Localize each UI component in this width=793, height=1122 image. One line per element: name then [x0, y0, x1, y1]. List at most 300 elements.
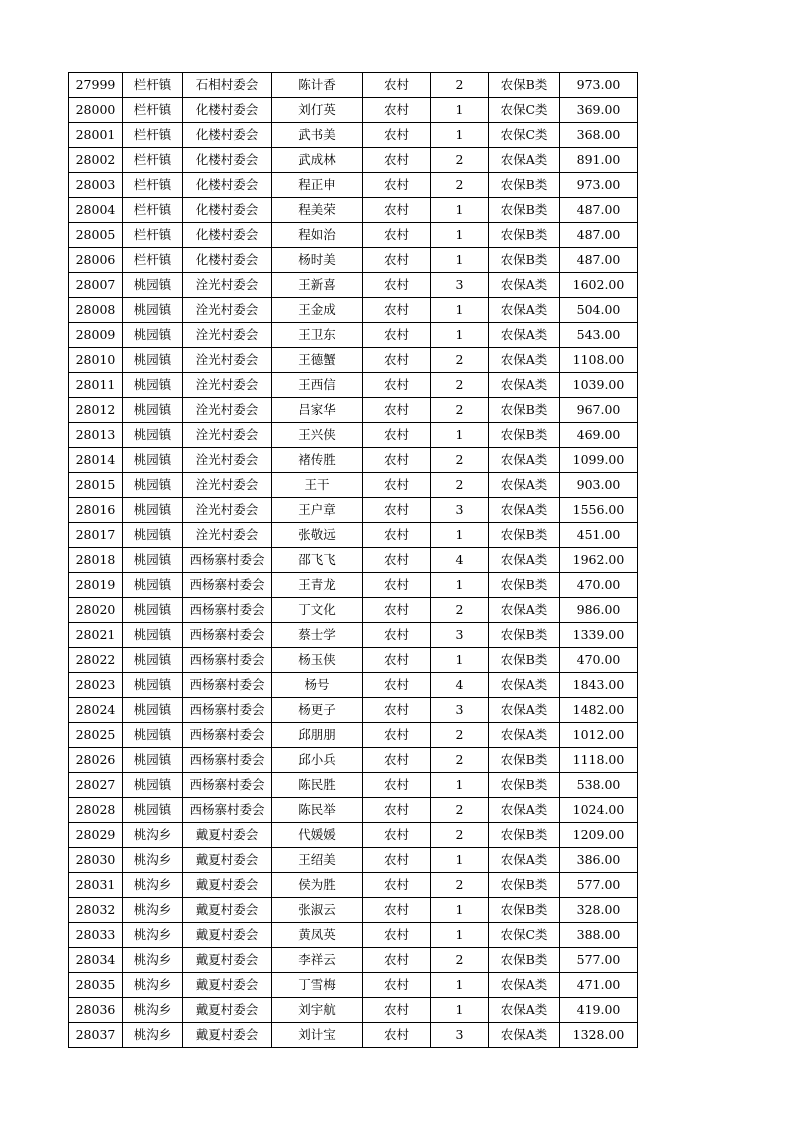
- row-id-cell: 28025: [69, 723, 123, 748]
- town-cell: 桃沟乡: [123, 923, 183, 948]
- village-cell: 洤光村委会: [183, 298, 272, 323]
- village-cell: 化楼村委会: [183, 173, 272, 198]
- table-row: [69, 948, 638, 973]
- village-cell: 西杨寨村委会: [183, 773, 272, 798]
- name-cell: 刘宇航: [272, 998, 363, 1023]
- amount-cell: 487.00: [560, 198, 638, 223]
- name-cell: 杨时美: [272, 248, 363, 273]
- town-cell: 栏杆镇: [123, 198, 183, 223]
- name-cell: 杨更子: [272, 698, 363, 723]
- household-size-cell: 1: [431, 923, 489, 948]
- insurance-category-cell: 农保A类: [489, 273, 560, 298]
- town-cell: 桃园镇: [123, 548, 183, 573]
- amount-cell: 328.00: [560, 898, 638, 923]
- household-size-cell: 1: [431, 523, 489, 548]
- amount-cell: 388.00: [560, 923, 638, 948]
- name-cell: 王青龙: [272, 573, 363, 598]
- town-cell: 桃园镇: [123, 798, 183, 823]
- name-cell: 邵飞飞: [272, 548, 363, 573]
- household-size-cell: 1: [431, 248, 489, 273]
- name-cell: 丁文化: [272, 598, 363, 623]
- row-id-cell: 28020: [69, 598, 123, 623]
- name-cell: 王户章: [272, 498, 363, 523]
- amount-cell: 1209.00: [560, 823, 638, 848]
- town-cell: 栏杆镇: [123, 248, 183, 273]
- insurance-category-cell: 农保A类: [489, 698, 560, 723]
- table-row: [69, 73, 638, 98]
- town-cell: 栏杆镇: [123, 148, 183, 173]
- amount-cell: 469.00: [560, 423, 638, 448]
- table-row: [69, 798, 638, 823]
- amount-cell: 973.00: [560, 173, 638, 198]
- household-size-cell: 2: [431, 348, 489, 373]
- insurance-category-cell: 农保B类: [489, 398, 560, 423]
- village-cell: 戴夏村委会: [183, 973, 272, 998]
- village-cell: 戴夏村委会: [183, 948, 272, 973]
- row-id-cell: 28030: [69, 848, 123, 873]
- table-row: [69, 298, 638, 323]
- village-cell: 化楼村委会: [183, 248, 272, 273]
- insurance-category-cell: 农保A类: [489, 548, 560, 573]
- amount-cell: 1108.00: [560, 348, 638, 373]
- row-id-cell: 28008: [69, 298, 123, 323]
- row-id-cell: 28003: [69, 173, 123, 198]
- name-cell: 李祥云: [272, 948, 363, 973]
- household-size-cell: 1: [431, 773, 489, 798]
- table-row: [69, 423, 638, 448]
- village-cell: 戴夏村委会: [183, 998, 272, 1023]
- table-row: [69, 898, 638, 923]
- row-id-cell: 28004: [69, 198, 123, 223]
- village-cell: 化楼村委会: [183, 198, 272, 223]
- household-size-cell: 2: [431, 73, 489, 98]
- amount-cell: 1556.00: [560, 498, 638, 523]
- town-cell: 桃沟乡: [123, 948, 183, 973]
- residence-type-cell: 农村: [363, 123, 431, 148]
- village-cell: 西杨寨村委会: [183, 698, 272, 723]
- household-size-cell: 4: [431, 548, 489, 573]
- town-cell: 桃沟乡: [123, 873, 183, 898]
- table-row: [69, 823, 638, 848]
- table-row: [69, 998, 638, 1023]
- village-cell: 戴夏村委会: [183, 873, 272, 898]
- name-cell: 王绍美: [272, 848, 363, 873]
- town-cell: 桃园镇: [123, 423, 183, 448]
- insurance-category-cell: 农保A类: [489, 848, 560, 873]
- village-cell: 洤光村委会: [183, 473, 272, 498]
- village-cell: 西杨寨村委会: [183, 623, 272, 648]
- town-cell: 桃园镇: [123, 673, 183, 698]
- insurance-category-cell: 农保B类: [489, 523, 560, 548]
- table-row: [69, 373, 638, 398]
- village-cell: 西杨寨村委会: [183, 573, 272, 598]
- residence-type-cell: 农村: [363, 373, 431, 398]
- row-id-cell: 28031: [69, 873, 123, 898]
- amount-cell: 1962.00: [560, 548, 638, 573]
- household-size-cell: 3: [431, 698, 489, 723]
- residence-type-cell: 农村: [363, 448, 431, 473]
- row-id-cell: 28015: [69, 473, 123, 498]
- name-cell: 王卫东: [272, 323, 363, 348]
- town-cell: 桃沟乡: [123, 898, 183, 923]
- household-size-cell: 3: [431, 273, 489, 298]
- row-id-cell: 28016: [69, 498, 123, 523]
- name-cell: 程美荣: [272, 198, 363, 223]
- residence-type-cell: 农村: [363, 248, 431, 273]
- residence-type-cell: 农村: [363, 623, 431, 648]
- residence-type-cell: 农村: [363, 773, 431, 798]
- town-cell: 桃园镇: [123, 523, 183, 548]
- residence-type-cell: 农村: [363, 198, 431, 223]
- row-id-cell: 28029: [69, 823, 123, 848]
- town-cell: 栏杆镇: [123, 98, 183, 123]
- name-cell: 张淑云: [272, 898, 363, 923]
- residence-type-cell: 农村: [363, 948, 431, 973]
- name-cell: 陈计香: [272, 73, 363, 98]
- town-cell: 桃园镇: [123, 648, 183, 673]
- record-table: [68, 72, 638, 1048]
- row-id-cell: 28036: [69, 998, 123, 1023]
- village-cell: 洤光村委会: [183, 273, 272, 298]
- table-row: [69, 973, 638, 998]
- amount-cell: 891.00: [560, 148, 638, 173]
- village-cell: 化楼村委会: [183, 98, 272, 123]
- table-row: [69, 673, 638, 698]
- insurance-category-cell: 农保A类: [489, 448, 560, 473]
- amount-cell: 1099.00: [560, 448, 638, 473]
- table-row: [69, 773, 638, 798]
- row-id-cell: 28024: [69, 698, 123, 723]
- amount-cell: 538.00: [560, 773, 638, 798]
- village-cell: 西杨寨村委会: [183, 648, 272, 673]
- name-cell: 刘计宝: [272, 1023, 363, 1048]
- household-size-cell: 2: [431, 948, 489, 973]
- village-cell: 戴夏村委会: [183, 1023, 272, 1048]
- row-id-cell: 28006: [69, 248, 123, 273]
- table-row: [69, 748, 638, 773]
- table-row: [69, 723, 638, 748]
- row-id-cell: 28010: [69, 348, 123, 373]
- household-size-cell: 1: [431, 323, 489, 348]
- town-cell: 桃沟乡: [123, 973, 183, 998]
- town-cell: 桃园镇: [123, 498, 183, 523]
- table-row: [69, 648, 638, 673]
- residence-type-cell: 农村: [363, 873, 431, 898]
- village-cell: 西杨寨村委会: [183, 673, 272, 698]
- row-id-cell: 28001: [69, 123, 123, 148]
- town-cell: 桃沟乡: [123, 848, 183, 873]
- village-cell: 西杨寨村委会: [183, 748, 272, 773]
- town-cell: 桃园镇: [123, 473, 183, 498]
- town-cell: 桃园镇: [123, 573, 183, 598]
- household-size-cell: 3: [431, 498, 489, 523]
- village-cell: 洤光村委会: [183, 373, 272, 398]
- name-cell: 王干: [272, 473, 363, 498]
- residence-type-cell: 农村: [363, 98, 431, 123]
- town-cell: 桃园镇: [123, 448, 183, 473]
- row-id-cell: 28018: [69, 548, 123, 573]
- residence-type-cell: 农村: [363, 223, 431, 248]
- row-id-cell: 28005: [69, 223, 123, 248]
- amount-cell: 543.00: [560, 323, 638, 348]
- table-row: [69, 523, 638, 548]
- row-id-cell: 28033: [69, 923, 123, 948]
- village-cell: 洤光村委会: [183, 398, 272, 423]
- row-id-cell: 28022: [69, 648, 123, 673]
- table-row: [69, 573, 638, 598]
- residence-type-cell: 农村: [363, 348, 431, 373]
- name-cell: 程正申: [272, 173, 363, 198]
- amount-cell: 487.00: [560, 248, 638, 273]
- insurance-category-cell: 农保B类: [489, 773, 560, 798]
- row-id-cell: 28021: [69, 623, 123, 648]
- village-cell: 洤光村委会: [183, 348, 272, 373]
- residence-type-cell: 农村: [363, 273, 431, 298]
- insurance-category-cell: 农保C类: [489, 98, 560, 123]
- table-row: [69, 848, 638, 873]
- village-cell: 戴夏村委会: [183, 848, 272, 873]
- name-cell: 武成林: [272, 148, 363, 173]
- town-cell: 桃园镇: [123, 273, 183, 298]
- table-row: [69, 1023, 638, 1048]
- insurance-category-cell: 农保A类: [489, 673, 560, 698]
- name-cell: 陈民举: [272, 798, 363, 823]
- household-size-cell: 1: [431, 98, 489, 123]
- residence-type-cell: 农村: [363, 798, 431, 823]
- name-cell: 褚传胜: [272, 448, 363, 473]
- town-cell: 桃沟乡: [123, 823, 183, 848]
- household-size-cell: 2: [431, 723, 489, 748]
- town-cell: 桃园镇: [123, 598, 183, 623]
- amount-cell: 1843.00: [560, 673, 638, 698]
- town-cell: 桃沟乡: [123, 998, 183, 1023]
- amount-cell: 1339.00: [560, 623, 638, 648]
- name-cell: 杨号: [272, 673, 363, 698]
- amount-cell: 451.00: [560, 523, 638, 548]
- household-size-cell: 1: [431, 298, 489, 323]
- name-cell: 黄凤英: [272, 923, 363, 948]
- amount-cell: 368.00: [560, 123, 638, 148]
- insurance-category-cell: 农保A类: [489, 598, 560, 623]
- amount-cell: 487.00: [560, 223, 638, 248]
- name-cell: 王德蟹: [272, 348, 363, 373]
- table-row: [69, 148, 638, 173]
- town-cell: 栏杆镇: [123, 73, 183, 98]
- household-size-cell: 1: [431, 998, 489, 1023]
- table-row: [69, 248, 638, 273]
- amount-cell: 386.00: [560, 848, 638, 873]
- name-cell: 蔡士学: [272, 623, 363, 648]
- town-cell: 桃园镇: [123, 748, 183, 773]
- amount-cell: 1039.00: [560, 373, 638, 398]
- name-cell: 王新喜: [272, 273, 363, 298]
- household-size-cell: 4: [431, 673, 489, 698]
- amount-cell: 903.00: [560, 473, 638, 498]
- residence-type-cell: 农村: [363, 398, 431, 423]
- row-id-cell: 28026: [69, 748, 123, 773]
- insurance-category-cell: 农保A类: [489, 798, 560, 823]
- row-id-cell: 28014: [69, 448, 123, 473]
- table-row: [69, 548, 638, 573]
- table-row: [69, 323, 638, 348]
- table-row: [69, 223, 638, 248]
- row-id-cell: 28037: [69, 1023, 123, 1048]
- residence-type-cell: 农村: [363, 1023, 431, 1048]
- household-size-cell: 1: [431, 223, 489, 248]
- residence-type-cell: 农村: [363, 573, 431, 598]
- town-cell: 桃园镇: [123, 348, 183, 373]
- row-id-cell: 28032: [69, 898, 123, 923]
- table-row: [69, 598, 638, 623]
- insurance-category-cell: 农保A类: [489, 348, 560, 373]
- amount-cell: 369.00: [560, 98, 638, 123]
- insurance-category-cell: 农保C类: [489, 123, 560, 148]
- household-size-cell: 1: [431, 898, 489, 923]
- table-row: [69, 173, 638, 198]
- amount-cell: 470.00: [560, 648, 638, 673]
- record-table-body: [69, 73, 638, 1048]
- insurance-category-cell: 农保A类: [489, 373, 560, 398]
- household-size-cell: 1: [431, 198, 489, 223]
- insurance-category-cell: 农保A类: [489, 473, 560, 498]
- residence-type-cell: 农村: [363, 973, 431, 998]
- residence-type-cell: 农村: [363, 598, 431, 623]
- town-cell: 桃园镇: [123, 298, 183, 323]
- insurance-category-cell: 农保B类: [489, 823, 560, 848]
- insurance-category-cell: 农保C类: [489, 923, 560, 948]
- town-cell: 桃园镇: [123, 723, 183, 748]
- household-size-cell: 3: [431, 1023, 489, 1048]
- town-cell: 桃沟乡: [123, 1023, 183, 1048]
- residence-type-cell: 农村: [363, 723, 431, 748]
- residence-type-cell: 农村: [363, 673, 431, 698]
- residence-type-cell: 农村: [363, 73, 431, 98]
- insurance-category-cell: 农保B类: [489, 948, 560, 973]
- village-cell: 西杨寨村委会: [183, 798, 272, 823]
- village-cell: 洤光村委会: [183, 448, 272, 473]
- residence-type-cell: 农村: [363, 698, 431, 723]
- name-cell: 代媛媛: [272, 823, 363, 848]
- residence-type-cell: 农村: [363, 923, 431, 948]
- table-row: [69, 873, 638, 898]
- insurance-category-cell: 农保A类: [489, 148, 560, 173]
- insurance-category-cell: 农保A类: [489, 298, 560, 323]
- village-cell: 西杨寨村委会: [183, 548, 272, 573]
- insurance-category-cell: 农保B类: [489, 223, 560, 248]
- row-id-cell: 28000: [69, 98, 123, 123]
- table-row: [69, 498, 638, 523]
- row-id-cell: 28012: [69, 398, 123, 423]
- row-id-cell: 27999: [69, 73, 123, 98]
- record-table-container: [68, 72, 638, 1048]
- town-cell: 栏杆镇: [123, 173, 183, 198]
- amount-cell: 1482.00: [560, 698, 638, 723]
- town-cell: 桃园镇: [123, 373, 183, 398]
- village-cell: 戴夏村委会: [183, 923, 272, 948]
- residence-type-cell: 农村: [363, 748, 431, 773]
- village-cell: 洤光村委会: [183, 323, 272, 348]
- residence-type-cell: 农村: [363, 523, 431, 548]
- household-size-cell: 1: [431, 648, 489, 673]
- row-id-cell: 28002: [69, 148, 123, 173]
- residence-type-cell: 农村: [363, 298, 431, 323]
- residence-type-cell: 农村: [363, 648, 431, 673]
- table-row: [69, 473, 638, 498]
- residence-type-cell: 农村: [363, 323, 431, 348]
- amount-cell: 504.00: [560, 298, 638, 323]
- household-size-cell: 2: [431, 173, 489, 198]
- name-cell: 吕家华: [272, 398, 363, 423]
- town-cell: 桃园镇: [123, 398, 183, 423]
- row-id-cell: 28023: [69, 673, 123, 698]
- household-size-cell: 2: [431, 148, 489, 173]
- table-row: [69, 923, 638, 948]
- household-size-cell: 1: [431, 848, 489, 873]
- amount-cell: 1328.00: [560, 1023, 638, 1048]
- insurance-category-cell: 农保A类: [489, 723, 560, 748]
- insurance-category-cell: 农保B类: [489, 198, 560, 223]
- village-cell: 洤光村委会: [183, 523, 272, 548]
- residence-type-cell: 农村: [363, 173, 431, 198]
- town-cell: 桃园镇: [123, 698, 183, 723]
- village-cell: 化楼村委会: [183, 148, 272, 173]
- household-size-cell: 2: [431, 873, 489, 898]
- residence-type-cell: 农村: [363, 848, 431, 873]
- village-cell: 化楼村委会: [183, 123, 272, 148]
- insurance-category-cell: 农保A类: [489, 973, 560, 998]
- row-id-cell: 28017: [69, 523, 123, 548]
- town-cell: 桃园镇: [123, 323, 183, 348]
- row-id-cell: 28007: [69, 273, 123, 298]
- town-cell: 桃园镇: [123, 773, 183, 798]
- insurance-category-cell: 农保B类: [489, 573, 560, 598]
- town-cell: 桃园镇: [123, 623, 183, 648]
- household-size-cell: 3: [431, 623, 489, 648]
- residence-type-cell: 农村: [363, 423, 431, 448]
- insurance-category-cell: 农保B类: [489, 873, 560, 898]
- household-size-cell: 1: [431, 423, 489, 448]
- name-cell: 张敬远: [272, 523, 363, 548]
- amount-cell: 471.00: [560, 973, 638, 998]
- town-cell: 栏杆镇: [123, 123, 183, 148]
- insurance-category-cell: 农保B类: [489, 898, 560, 923]
- residence-type-cell: 农村: [363, 498, 431, 523]
- table-row: [69, 398, 638, 423]
- row-id-cell: 28027: [69, 773, 123, 798]
- village-cell: 洤光村委会: [183, 498, 272, 523]
- amount-cell: 1024.00: [560, 798, 638, 823]
- row-id-cell: 28034: [69, 948, 123, 973]
- residence-type-cell: 农村: [363, 548, 431, 573]
- residence-type-cell: 农村: [363, 998, 431, 1023]
- name-cell: 邱小兵: [272, 748, 363, 773]
- row-id-cell: 28013: [69, 423, 123, 448]
- insurance-category-cell: 农保A类: [489, 498, 560, 523]
- household-size-cell: 2: [431, 373, 489, 398]
- household-size-cell: 2: [431, 448, 489, 473]
- amount-cell: 1118.00: [560, 748, 638, 773]
- household-size-cell: 2: [431, 473, 489, 498]
- name-cell: 杨玉侠: [272, 648, 363, 673]
- household-size-cell: 2: [431, 398, 489, 423]
- insurance-category-cell: 农保B类: [489, 248, 560, 273]
- village-cell: 戴夏村委会: [183, 823, 272, 848]
- household-size-cell: 2: [431, 798, 489, 823]
- name-cell: 侯为胜: [272, 873, 363, 898]
- name-cell: 王金成: [272, 298, 363, 323]
- name-cell: 程如治: [272, 223, 363, 248]
- amount-cell: 973.00: [560, 73, 638, 98]
